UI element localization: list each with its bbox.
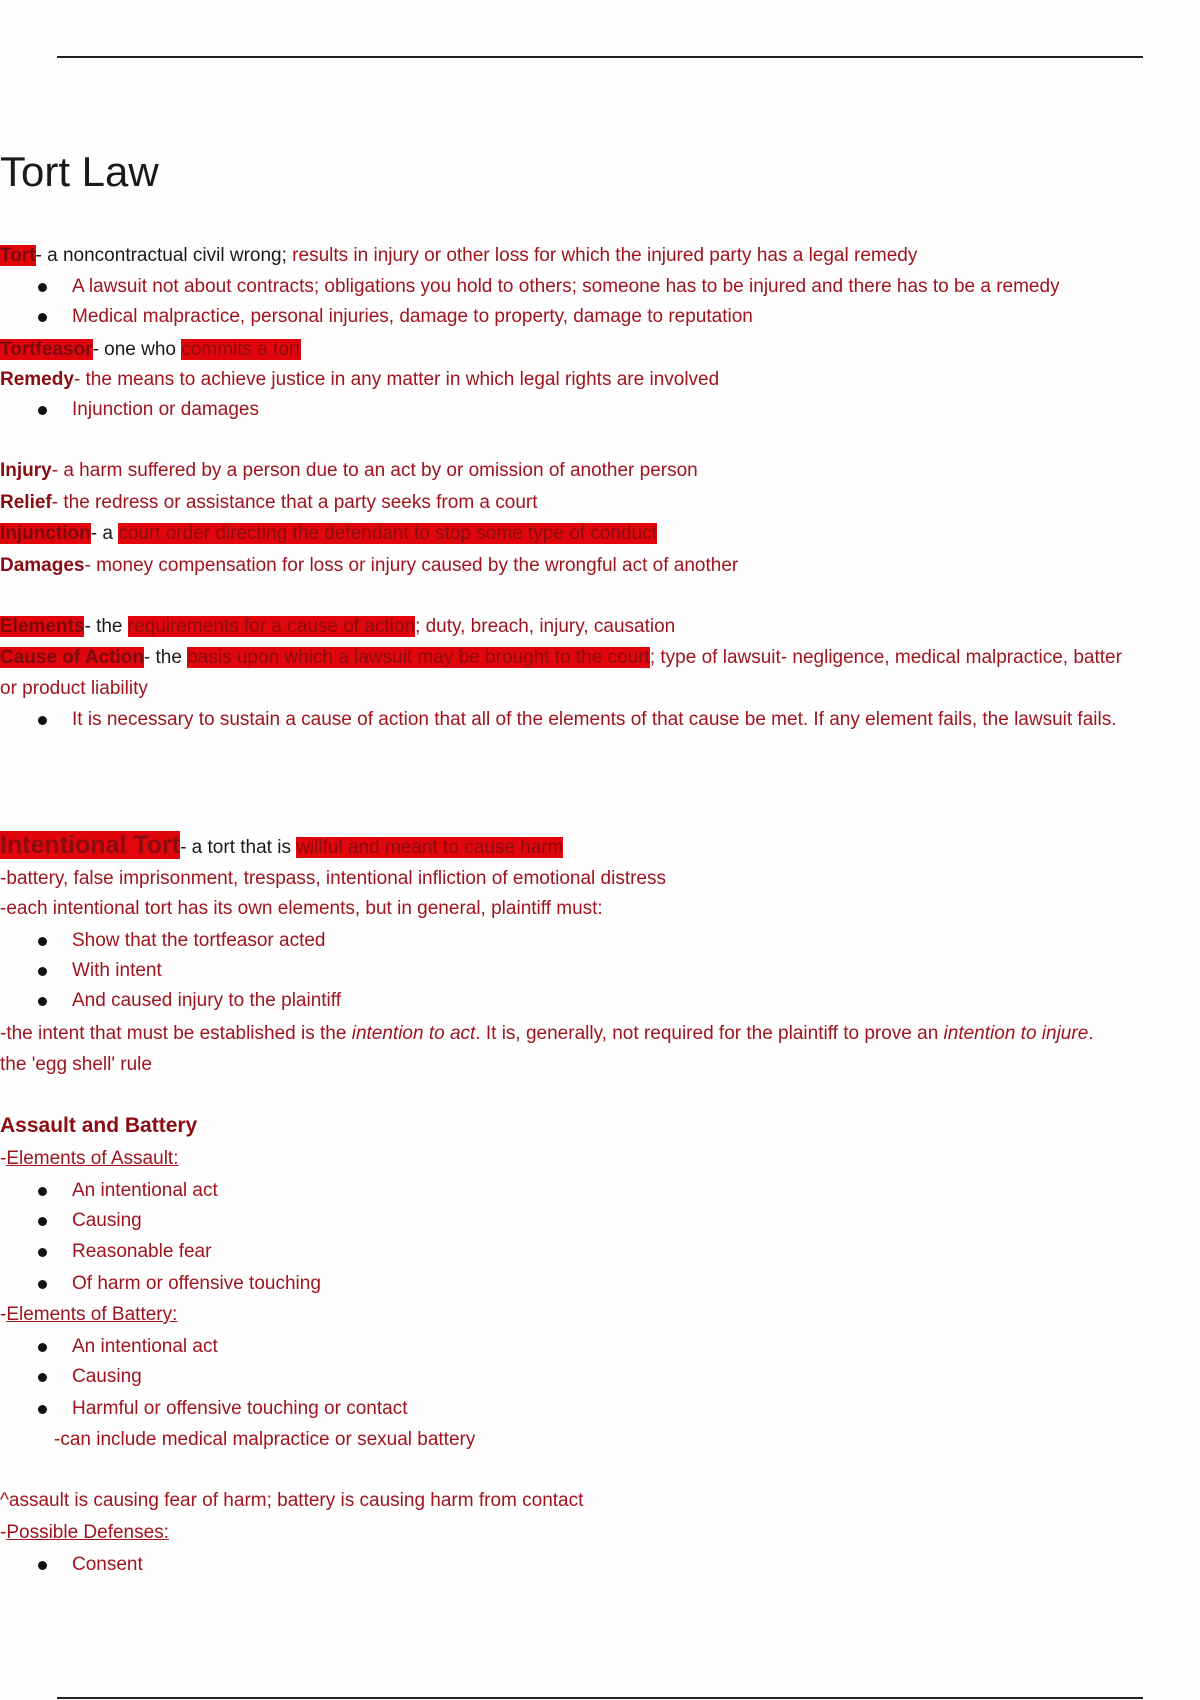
definition-tort: Tort- a noncontractual civil wrong; results in injury or other loss for which the injured party has a legal remedy: [0, 245, 918, 266]
term-injury: Injury: [0, 460, 52, 481]
bullet-icon: [38, 1280, 47, 1289]
bullet-icon: [38, 1373, 47, 1382]
bullet-icon: [38, 1405, 47, 1414]
list-item: Injunction or damages: [72, 399, 259, 420]
term-remedy: Remedy: [0, 369, 74, 390]
list-item: Causing: [72, 1210, 142, 1231]
bullet-icon: [38, 1248, 47, 1257]
term-damages: Damages: [0, 555, 85, 576]
term-injunction: Injunction: [0, 523, 91, 544]
list-item: And caused injury to the plaintiff: [72, 990, 341, 1011]
bullet-icon: [38, 283, 47, 292]
intentional-general: -each intentional tort has its own elements, but in general, plaintiff must:: [0, 898, 603, 919]
definition-remedy: Remedy- the means to achieve justice in any matter in which legal rights are involved: [0, 369, 720, 390]
term-intentional-tort: Intentional Tort: [0, 831, 181, 859]
list-item: An intentional act: [72, 1336, 218, 1357]
bullet-icon: [38, 1187, 47, 1196]
list-item: A lawsuit not about contracts; obligations you hold to others; someone has to be injured and there has to be a remedy: [72, 276, 1060, 297]
list-item: An intentional act: [72, 1180, 218, 1201]
term-tortfeasor: Tortfeasor: [0, 339, 93, 360]
list-item: Harmful or offensive touching or contact: [72, 1398, 408, 1419]
bullet-icon: [38, 997, 47, 1006]
section-heading-assault-battery: Assault and Battery: [0, 1114, 198, 1137]
list-item: It is necessary to sustain a cause of action that all of the elements of that cause be met. If any element fails, the lawsuit fails.: [72, 709, 1117, 730]
list-item: Medical malpractice, personal injuries, damage to property, damage to reputation: [72, 306, 753, 327]
term-tort: Tort: [0, 245, 36, 266]
list-item: With intent: [72, 960, 162, 981]
definition-injunction: Injunction- a court order directing the defendant to stop some type of conduct: [0, 523, 657, 544]
bullet-icon: [38, 716, 47, 725]
definition-relief: Relief- the redress or assistance that a party seeks from a court: [0, 492, 538, 513]
term-cause-of-action: Cause of Action: [0, 647, 144, 668]
bullet-icon: [38, 1217, 47, 1226]
intentional-examples: -battery, false imprisonment, trespass, intentional infliction of emotional distress: [0, 868, 667, 889]
definition-tortfeasor: Tortfeasor- one who commits a tort: [0, 339, 301, 360]
battery-note: -can include medical malpractice or sexual battery: [54, 1429, 476, 1450]
term-elements: Elements: [0, 616, 85, 637]
bullet-icon: [38, 406, 47, 415]
bullet-icon: [38, 967, 47, 976]
footer-rule: [57, 1697, 1143, 1699]
defenses-label: -Possible Defenses:: [0, 1522, 169, 1543]
definition-cause-of-action: Cause of Action- the basis upon which a lawsuit may be brought to the court; type of lawsuit- negligence, medical malpractice, batter: [0, 647, 1122, 668]
definition-cause-continued: or product liability: [0, 678, 148, 699]
list-item: Consent: [72, 1554, 143, 1575]
assault-elements-label: -Elements of Assault:: [0, 1148, 179, 1169]
term-relief: Relief: [0, 492, 52, 513]
list-item: Reasonable fear: [72, 1241, 212, 1262]
definition-damages: Damages- money compensation for loss or injury caused by the wrongful act of another: [0, 555, 739, 576]
list-item: Show that the tortfeasor acted: [72, 930, 326, 951]
definition-intentional-tort: Intentional Tort- a tort that is willful and meant to cause harm: [0, 831, 564, 859]
definition-elements: Elements- the requirements for a cause of action; duty, breach, injury, causation: [0, 616, 676, 637]
bullet-icon: [38, 937, 47, 946]
eggshell-rule: the 'egg shell' rule: [0, 1054, 152, 1075]
page-title: Tort Law: [0, 148, 159, 195]
assault-battery-summary: ^assault is causing fear of harm; battery is causing harm from contact: [0, 1490, 584, 1511]
bullet-icon: [38, 313, 47, 322]
list-item: Of harm or offensive touching: [72, 1273, 321, 1294]
battery-elements-label: -Elements of Battery:: [0, 1304, 178, 1325]
list-item: Causing: [72, 1366, 142, 1387]
bullet-icon: [38, 1561, 47, 1570]
intent-note: -the intent that must be established is the intention to act. It is, generally, not required for the plaintiff to prove an intention to injure.: [0, 1023, 1094, 1044]
definition-injury: Injury- a harm suffered by a person due to an act by or omission of another person: [0, 460, 698, 481]
header-rule: [57, 56, 1143, 58]
bullet-icon: [38, 1343, 47, 1352]
